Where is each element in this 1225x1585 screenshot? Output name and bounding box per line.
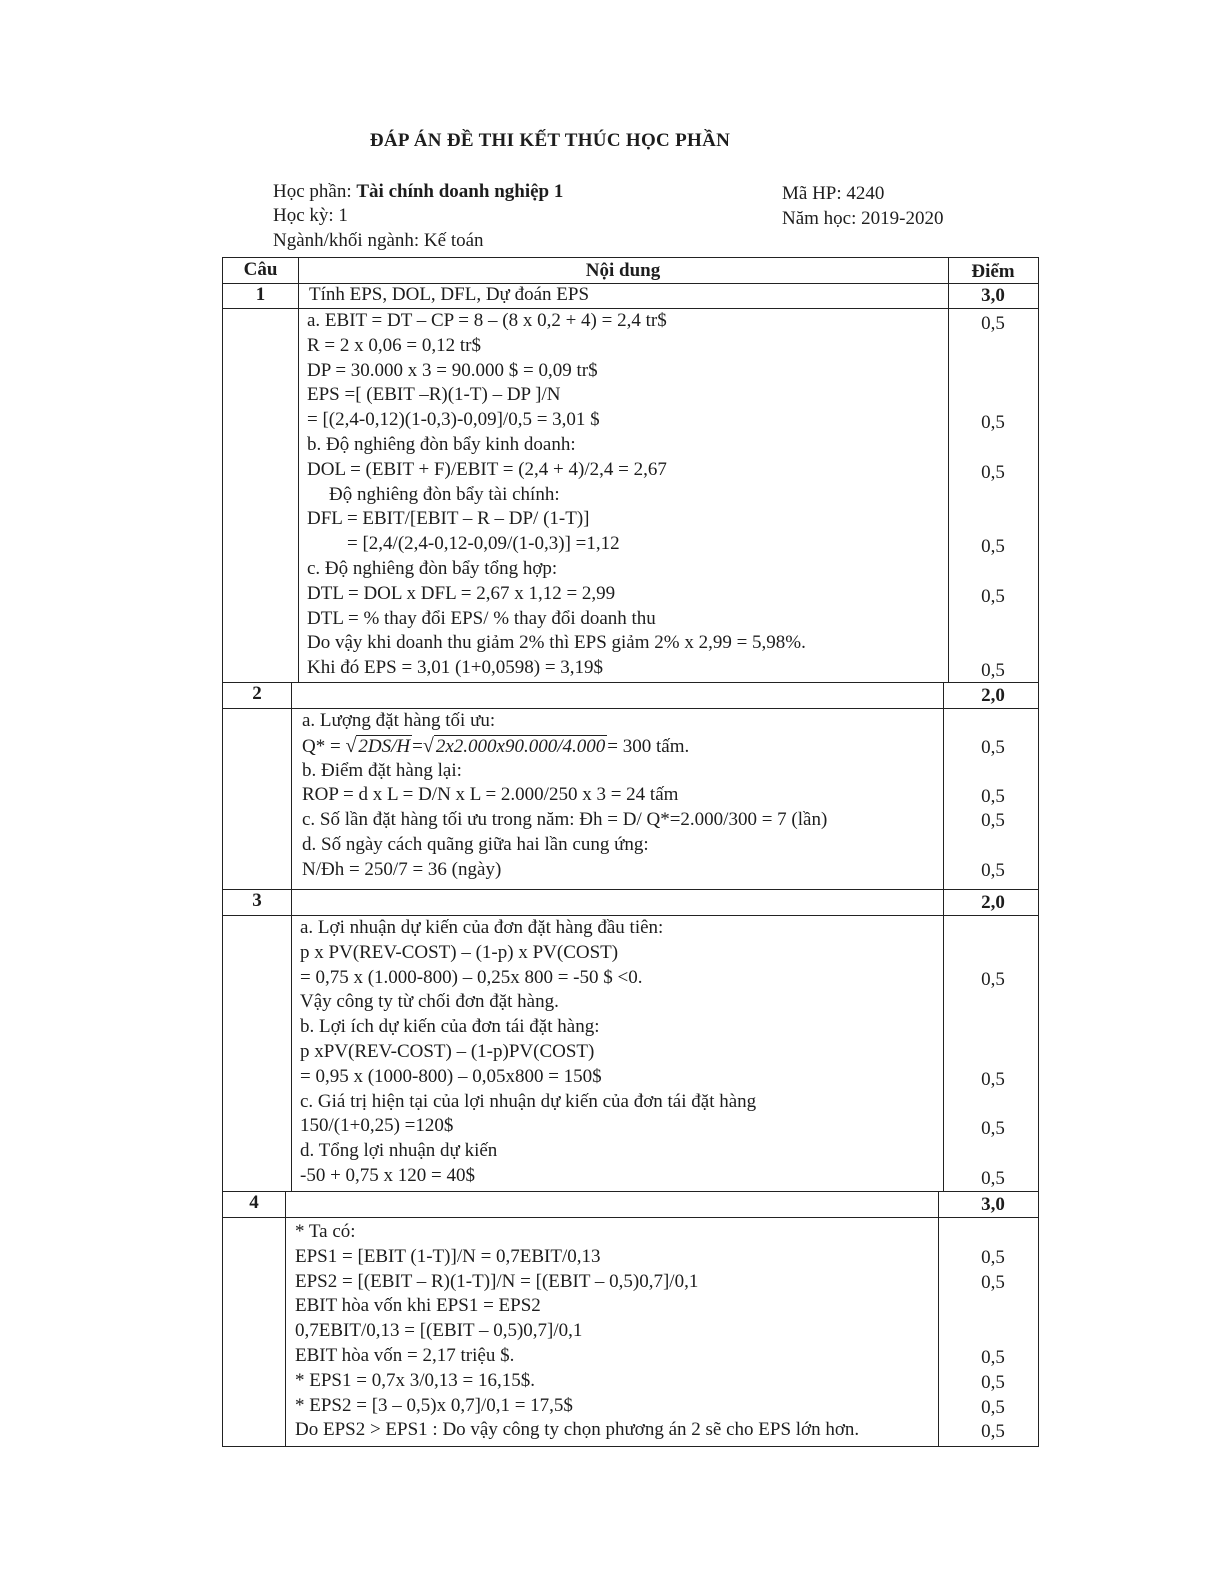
q1-line: b. Độ nghiêng đòn bẩy kinh doanh: [307,433,576,455]
q2-total: 2,0 [981,685,1005,706]
q3-score: 0,5 [981,969,1005,990]
q3-line: p x PV(REV-COST) – (1-p) x PV(COST) [300,941,619,963]
q4-line: * EPS2 = [3 – 0,5)x 0,7]/0,1 = 17,5$ [295,1394,573,1416]
q4-total: 3,0 [981,1194,1005,1215]
q4-line: EPS1 = [EBIT (1-T)]/N = 0,7EBIT/0,13 [295,1245,601,1267]
q1-heading: Tính EPS, DOL, DFL, Dự đoán EPS [309,284,590,305]
q1-score: 0,5 [981,660,1005,681]
q1-line: DTL = DOL x DFL = 2,67 x 1,12 = 2,99 [307,582,616,604]
formula-a: 2DS/H [358,735,411,757]
eoq-formula [302,734,827,759]
course-name: Tài chính doanh nghiệp 1 [356,181,564,202]
q2-line: N/Đh = 250/7 = 36 (ngày) [302,858,502,880]
q1-line: DTL = % thay đổi EPS/ % thay đổi doanh thu [307,607,656,629]
q4-score: 0,5 [981,1272,1005,1293]
q3-total: 2,0 [981,892,1005,913]
sqrt-icon: √ [345,734,357,757]
q4-line: Do EPS2 > EPS1 : Do vậy công ty chọn phương án 2 sẽ cho EPS lớn hơn. [295,1419,860,1441]
semester: Học kỳ: 1 [273,205,348,226]
q4-score: 0,5 [981,1247,1005,1268]
q1-score: 0,5 [981,412,1005,433]
q1-content [307,309,806,681]
answer-table [222,257,1039,1447]
q1-line: DOL = (EBIT + F)/EBIT = (2,4 + 4)/2,4 = 2,67 [307,458,667,480]
q3-line: -50 + 0,75 x 120 = 40$ [300,1164,476,1186]
q1-number: 1 [255,284,266,305]
q4-line: EBIT hòa vốn khi EPS1 = EPS2 [295,1295,541,1317]
course-line [273,180,563,204]
academic-year: Năm học: 2019-2020 [782,208,944,229]
q3-score: 0,5 [981,1069,1005,1090]
q1-score: 0,5 [981,313,1005,334]
header-question: Câu [243,259,278,280]
q1-score: 0,5 [981,586,1005,607]
formula-q: Q* = [302,735,346,757]
q2-line: d. Số ngày cách quãng giữa hai lần cung ứng: [302,833,649,855]
header-score: Điểm [971,261,1015,282]
q2-number: 2 [252,683,262,704]
q2-score: 0,5 [981,737,1005,758]
q4-line: * Ta có: [295,1221,356,1242]
q4-body-row [223,1218,1038,1447]
q1-line: a. EBIT = DT – CP = 8 – (8 x 0,2 + 4) = 2,4 tr$ [307,310,667,331]
q4-heading-row [223,1192,1038,1218]
q3-score: 0,5 [981,1168,1005,1189]
q1-line: Khi đó EPS = 3,01 (1+0,0598) = 3,19$ [307,657,604,679]
major: Ngành/khối ngành: Kế toán [273,230,484,251]
formula-b: 2x2.000x90.000/4.000 [435,735,606,757]
q4-score: 0,5 [981,1397,1005,1418]
q4-content [295,1220,859,1443]
q2-line: ROP = d x L = D/N x L = 2.000/250 x 3 = 24 tấm [302,784,679,806]
q2-content [302,709,827,883]
q1-heading-row [223,284,1038,309]
formula-tail: = 300 tấm. [607,735,690,757]
q1-line: EPS =[ (EBIT –R)(1-T) – DP ]/N [307,384,561,406]
q3-line: a. Lợi nhuận dự kiến của đơn đặt hàng đầu tiên: [300,917,664,938]
q1-line: DFL = EBIT/[EBIT – R – DP/ (1-T)] [307,508,590,530]
q1-line: DP = 30.000 x 3 = 90.000 $ = 0,09 tr$ [307,359,598,381]
q4-line: * EPS1 = 0,7x 3/0,13 = 16,15$. [295,1369,535,1391]
q3-line: p xPV(REV-COST) – (1-p)PV(COST) [300,1040,595,1062]
q3-line: d. Tổng lợi nhuận dự kiến [300,1140,498,1162]
q1-line: c. Độ nghiêng đòn bẩy tổng hợp: [307,557,558,579]
course-label: Học phần: [273,181,357,202]
q3-line: c. Giá trị hiện tại của lợi nhuận dự kiến của đơn tái đặt hàng [300,1090,757,1112]
q1-line: R = 2 x 0,06 = 0,12 tr$ [307,334,481,356]
q3-line: Vậy công ty từ chối đơn đặt hàng. [300,991,559,1013]
header-content: Nội dung [585,260,661,281]
formula-eq: = [412,735,423,757]
q2-score: 0,5 [981,810,1005,831]
q3-body-row [223,916,1038,1192]
q1-total: 3,0 [981,285,1005,306]
q2-score: 0,5 [981,860,1005,881]
q2-line: b. Điểm đặt hàng lại: [302,759,462,781]
q4-line: EPS2 = [(EBIT – R)(1-T)]/N = [(EBIT – 0,5)0,7]/0,1 [295,1270,699,1292]
q4-number: 4 [249,1192,259,1213]
q4-score: 0,5 [981,1372,1005,1393]
q1-body-row [223,309,1038,683]
q3-number: 3 [252,890,262,911]
q1-line: Do vậy khi doanh thu giảm 2% thì EPS giảm 2% x 2,99 = 5,98%. [307,632,806,654]
sqrt-icon: √ [422,734,434,757]
q3-line: b. Lợi ích dự kiến của đơn tái đặt hàng: [300,1016,600,1038]
course-code: Mã HP: 4240 [782,183,885,204]
q4-line: 0,7EBIT/0,13 = [(EBIT – 0,5)0,7]/0,1 [295,1320,583,1342]
q4-line: EBIT hòa vốn = 2,17 triệu $. [295,1344,515,1366]
q4-score: 0,5 [981,1347,1005,1368]
q3-line: = 0,95 x (1000-800) – 0,05x800 = 150$ [300,1065,602,1087]
q1-line: = [2,4/(2,4-0,12-0,09/(1-0,3)] =1,12 [347,533,620,555]
q3-line: = 0,75 x (1.000-800) – 0,25x 800 = -50 $ <0. [300,966,643,988]
q3-content [300,916,756,1189]
q2-line: c. Số lần đặt hàng tối ưu trong năm: Đh = D/ Q*=2.000/300 = 7 (lần) [302,809,828,831]
q2-body-row [223,709,1038,890]
q1-line: = [(2,4-0,12)(1-0,3)-0,09]/0,5 = 3,01 $ [307,409,600,431]
q1-score: 0,5 [981,536,1005,557]
q2-heading-row [223,683,1038,709]
q4-score: 0,5 [981,1421,1005,1442]
table-header-row [223,258,1038,284]
q3-line: 150/(1+0,25) =120$ [300,1115,454,1137]
q2-score: 0,5 [981,786,1005,807]
q3-heading-row [223,890,1038,916]
q3-score: 0,5 [981,1118,1005,1139]
q1-line: Độ nghiêng đòn bẩy tài chính: [329,483,560,505]
q1-score: 0,5 [981,462,1005,483]
page-title: ĐÁP ÁN ĐỀ THI KẾT THÚC HỌC PHẦN [369,130,731,151]
q2-line: a. Lượng đặt hàng tối ưu: [302,710,496,731]
